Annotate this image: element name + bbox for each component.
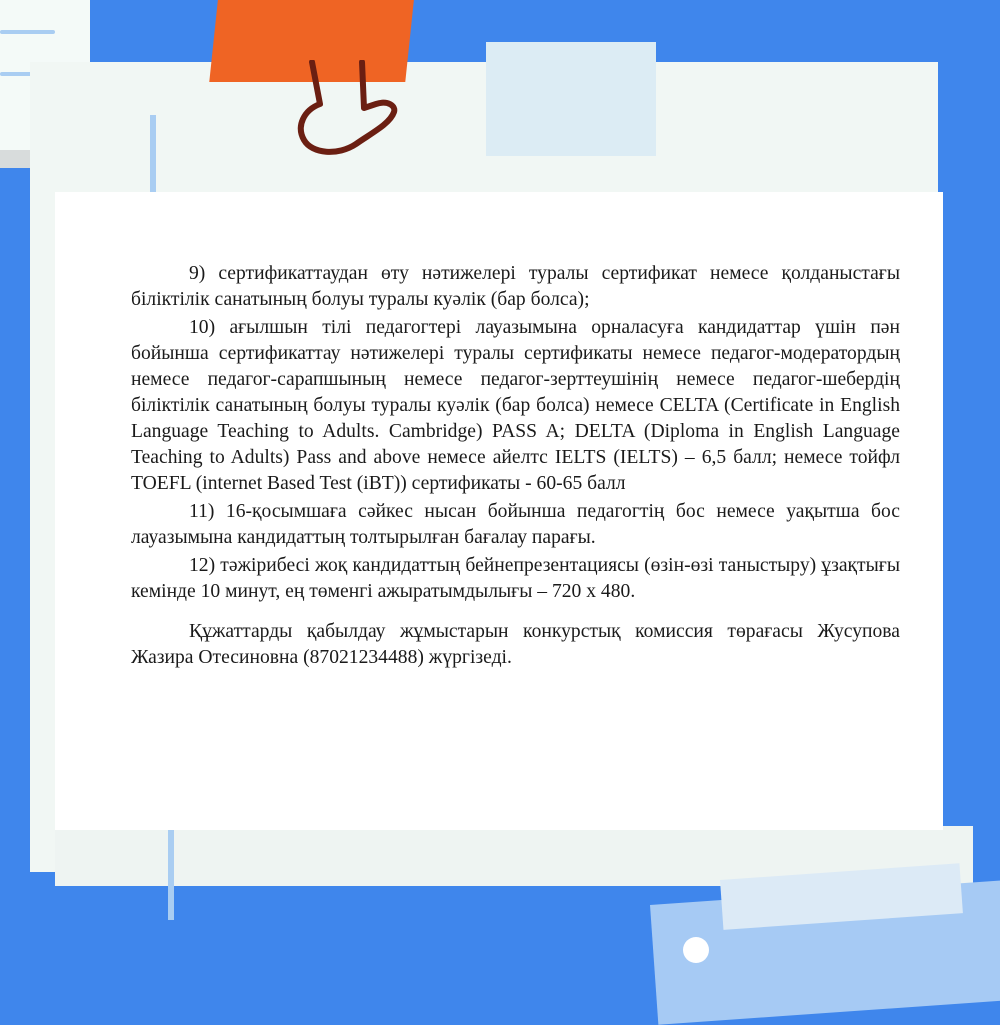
document-text (131, 261, 900, 673)
top-left-note-line (0, 30, 55, 34)
back-sheet-tab (486, 42, 656, 156)
paragraph-item-12: 12) тәжірибесі жоқ кандидаттың бейнепрезентациясы (өзін-өзі таныстыру) ұзақтығы кемінде 10 минут, ең төменгі ажыратымдылығы – 720 х 480. (131, 555, 900, 602)
dot-icon (683, 937, 709, 963)
paragraph-item-10: 10) ағылшын тілі педагогтері лауазымына орналасуға кандидаттар үшін пән бойынша сертификаттау нәтижелері туралы сертификаты немесе педагог-модератордың немесе педагог-сарапшының немесе педагог-зерттеушінің немесе педагог-шебердің біліктілік санатының болуы туралы куәлік (бар болса) немесе CELTA (Certificate in English Language Teaching to Adults. Cambridge) PASS A; DELTA (Diploma in English Language Teaching to Adults) Pass and above немесе айелтс IELTS (IELTS) – 6,5 балл; немесе тойфл TOEFL (internet Based Test (iBT)) сертификаты - 60-65 балл (131, 317, 900, 494)
paper-clip-icon (290, 60, 410, 170)
closing-paragraph: Құжаттарды қабылдау жұмыстарын конкурстық комиссия төрағасы Жусупова Жазира Отесиновна (87021234488) жүргізеді. (131, 621, 900, 668)
accent-line (168, 830, 174, 920)
paragraph-item-9: 9) сертификаттаудан өту нәтижелері туралы сертификат немесе қолданыстағы біліктілік санатының болуы туралы куәлік (бар болса); (131, 263, 900, 310)
paragraph-item-11: 11) 16-қосымшаға сәйкес нысан бойынша педагогтің бос немесе уақытша бос лауазымына кандидаттың толтырылған бағалау парағы. (131, 501, 900, 548)
